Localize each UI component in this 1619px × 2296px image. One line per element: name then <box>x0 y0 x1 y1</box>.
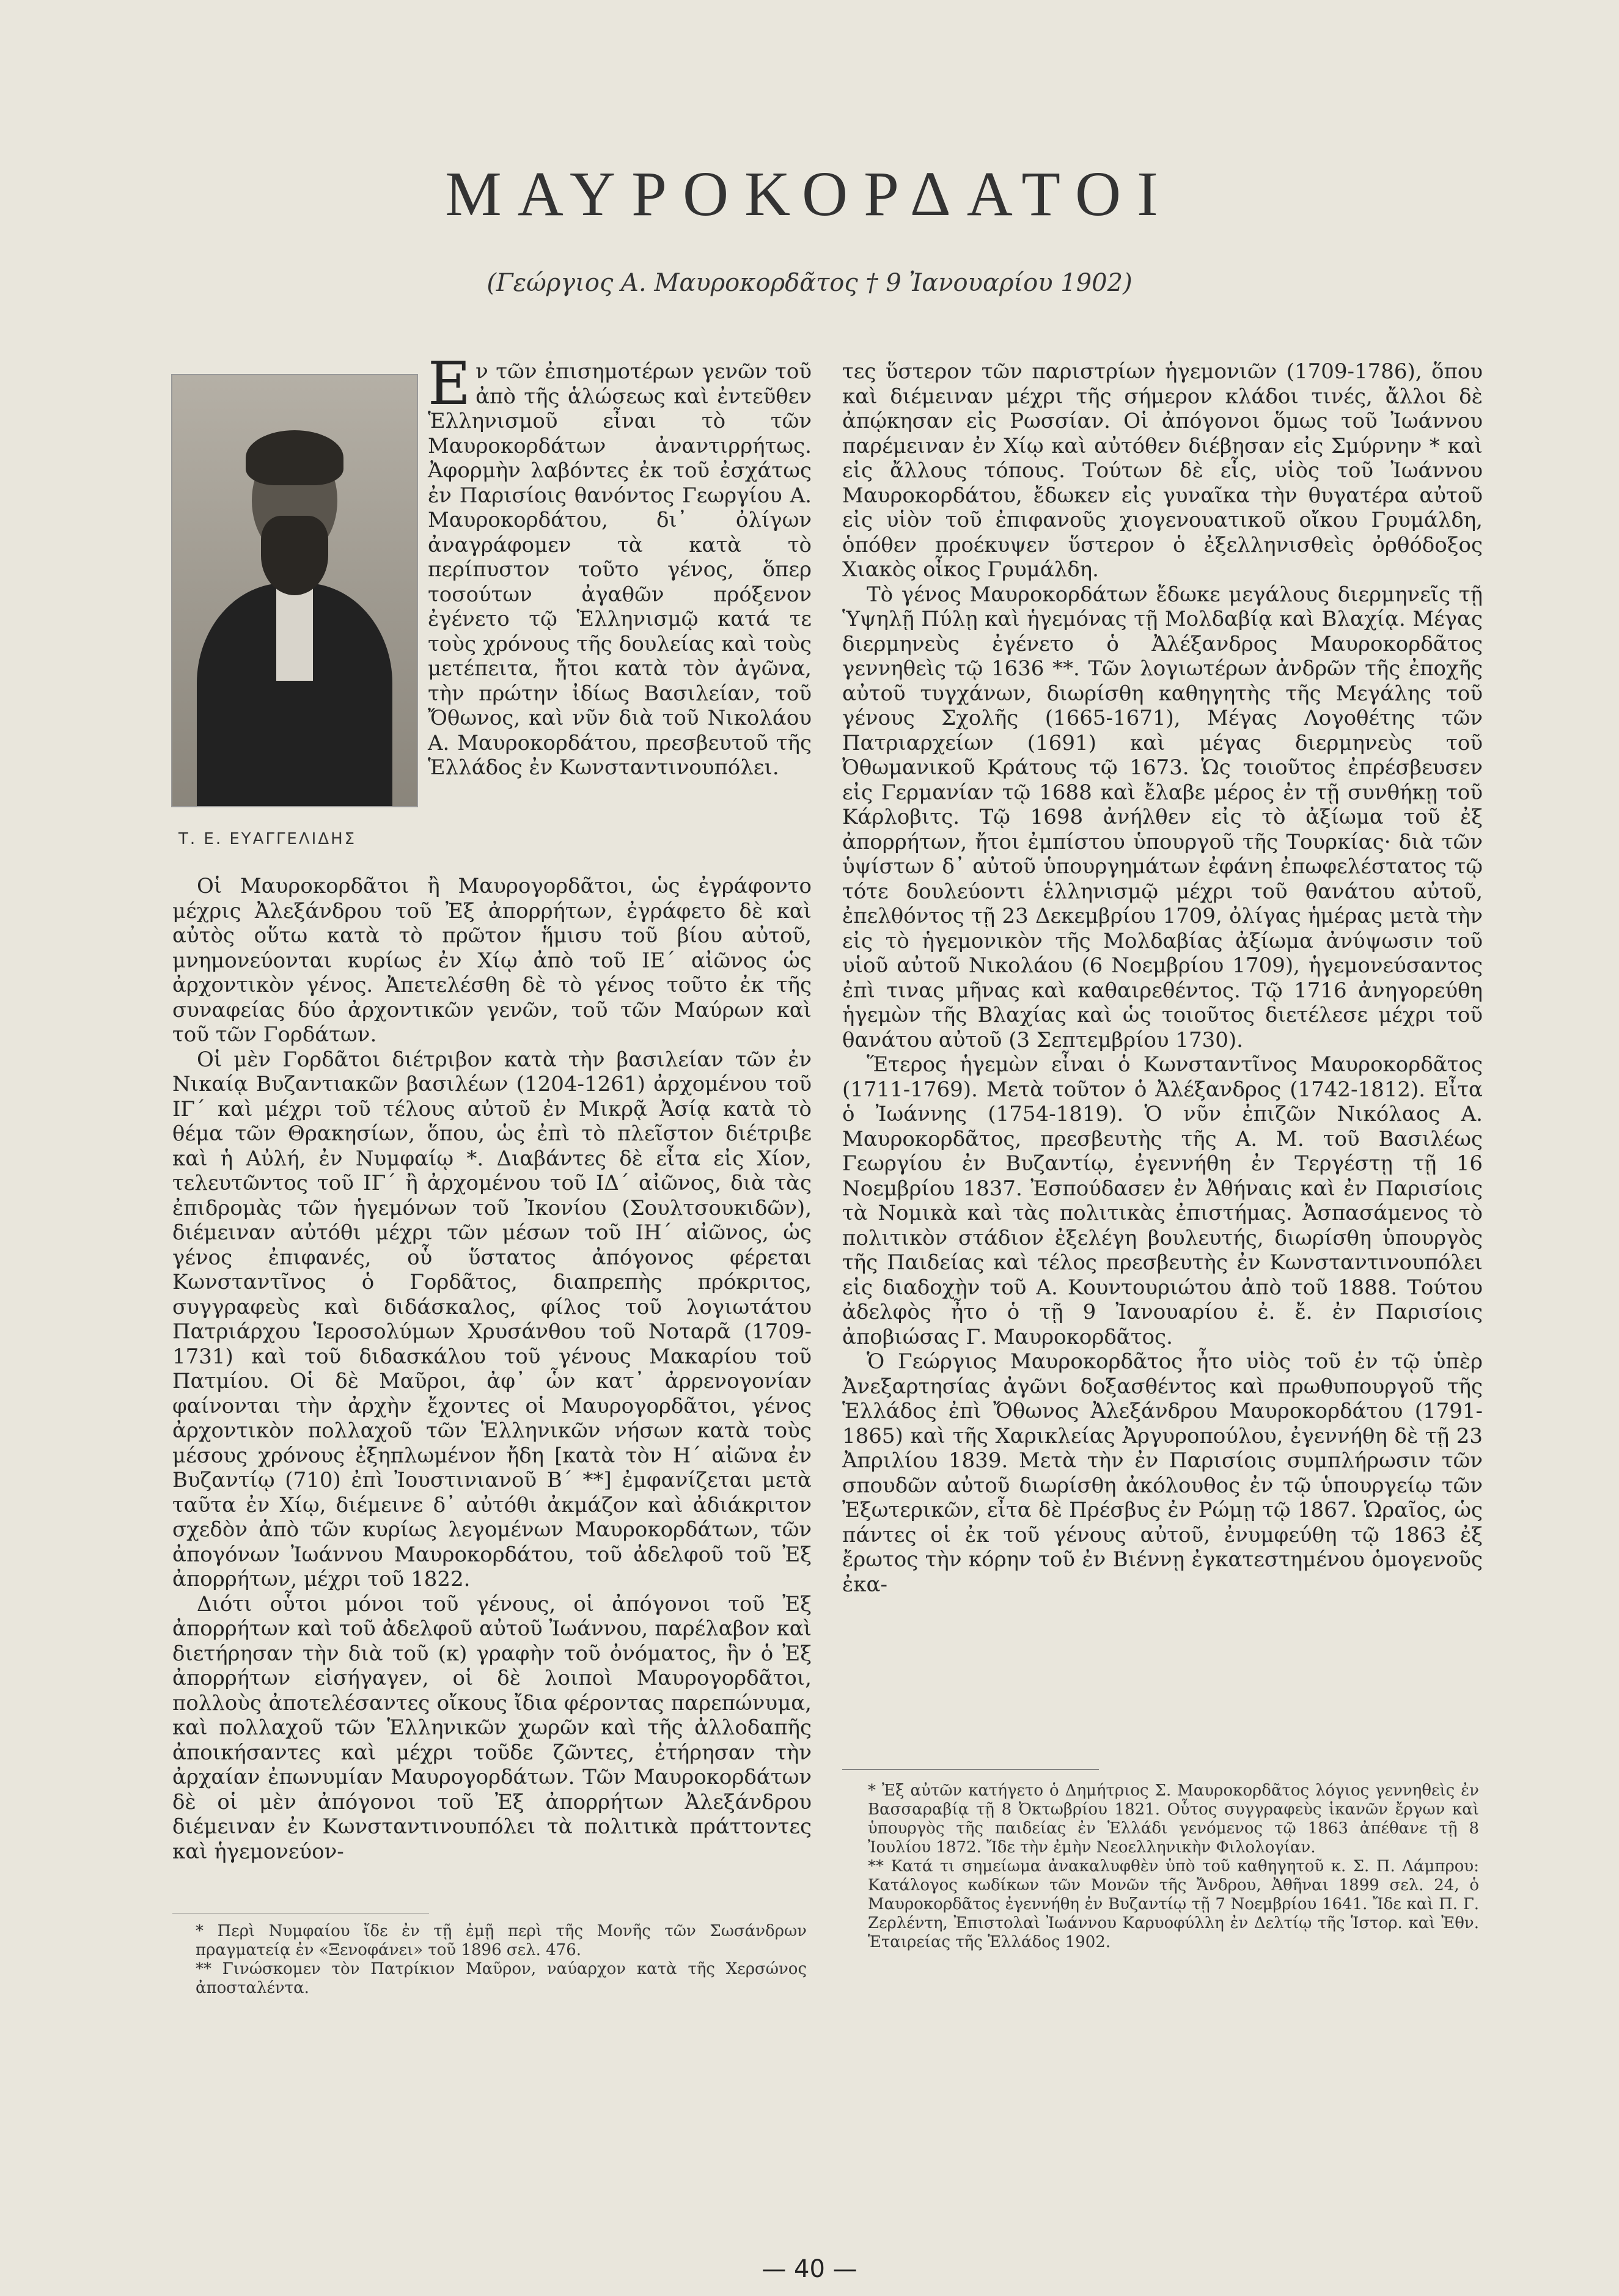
right-paragraph-3: Ἕτερος ἡγεμὼν εἶναι ὁ Κωνσταντῖνος Μαυροκορδᾶτος (1711-1769). Μετὰ τοῦτον ὁ Ἀλέξανδρος (1742-1812). Εἶτα ὁ Ἰωάννης (1754-1819). Ὁ νῦν ἐπιζῶν Νικόλαος Α. Μαυροκορδᾶτος, πρεσβευτὴς τῆς Α. Μ. τοῦ Βασιλέως Γεωργίου ἐν Βυζαντίῳ, ἐγεννήθη ἐν Τεργέστῃ τῇ 16 Νοεμβρίου 1837. Ἐσπούδασεν ἐν Ἀθήναις καὶ ἐν Παρισίοις τὰ Νομικὰ καὶ τὰς πολιτικὰς ἐπιστήμας. Ἀσπασάμενος τὸ πολιτικὸν στάδιον ἐξελέγη βουλευτής, διωρίσθη ὑπουργὸς τῆς Παιδείας καὶ τέλος πρεσβευτὴς ἐν Κωνσταντινουπόλει εἰς διαδοχὴν τοῦ Α. Κουντουριώτου ἀπὸ τοῦ 1888. Τούτου ἀδελφὸς ἦτο ὁ τῇ 9 Ἰανουαρίου ἐ. ἔ. ἐν Παρισίοις ἀποβιώσας Γ. Μαυροκορδᾶτος. <box>842 1052 1483 1349</box>
footnote-right-2: ** Κατά τι σημείωμα ἀνακαλυφθὲν ὑπὸ τοῦ καθηγητοῦ κ. Σ. Π. Λάμπρου: Κατάλογος κωδίκων τῶν Μονῶν τῆς Ἄνδρου, Ἀθῆναι 1899 σελ. 24, ὁ Μαυροκορδᾶτος ἐγεννήθη ἐν Βυζαντίῳ τῇ 7 Νοεμβρίου 1641. Ἴδε καὶ Π. Γ. Ζερλέντη, Ἐπιστολαὶ Ἰωάννου Καρυοφύλλη ἐν Δελτίῳ τῆς Ἱστορ. καὶ Ἐθν. Ἑταιρείας τῆς Ἑλλάδος 1902. <box>868 1857 1479 1951</box>
left-paragraph-1: Οἱ Μαυροκορδᾶτοι ἢ Μαυρογορδᾶτοι, ὡς ἐγράφοντο μέχρις Ἀλεξάνδρου τοῦ Ἐξ ἀπορρήτων, ἐγράφετο δὲ καὶ αὐτὸς οὕτω κατὰ τὸ πρῶτον ἥμισυ τοῦ βίου αὐτοῦ, μνημονεύονται κυρίως ἐν Χίῳ ἀπὸ τοῦ ΙΕ´ αἰῶνος ὡς ἀρχοντικὸν γένος. Ἀπετελέσθη δὲ τὸ γένος τοῦτο ἐκ τῆς συναφείας δύο ἀρχοντικῶν γενῶν, τοῦ τῶν Μαύρων καὶ τοῦ τῶν Γορδάτων. <box>172 874 812 1047</box>
intro-paragraph <box>428 350 812 780</box>
footnote-left-2: ** Γινώσκομεν τὸν Πατρίκιον Μαῦρον, ναύαρχον κατὰ τῆς Χερσώνος ἀποσταλέντα. <box>196 1960 807 1997</box>
footnote-divider-right <box>842 1769 1099 1770</box>
intro-text: ν τῶν ἐπισημοτέρων γενῶν τοῦ ἀπὸ τῆς ἁλώσεως καὶ ἐντεῦθεν Ἑλληνισμοῦ εἶναι τὸ τῶν Μαυροκορδάτων ἀναντιρρήτως. Ἀφορμὴν λαβόντες ἐκ τοῦ ἐσχάτως ἐν Παρισίοις θανόντος Γεωργίου Α. Μαυροκορδάτου, δι᾽ ὀλίγων ἀναγράφομεν τὰ κατὰ τὸ περίπυστον τοῦτο γένος, ὅπερ τοσούτων ἀγαθῶν πρόξενον ἐγένετο τῷ Ἑλληνισμῷ κατά τε τοὺς χρόνους τῆς δουλείας καὶ τοὺς μετέπειτα, ἤτοι κατὰ τὸν ἀγῶνα, τὴν πρώτην ἰδίως Βασιλείαν, τοῦ Ὄθωνος, καὶ νῦν διὰ τοῦ Νικολάου Α. Μαυροκορδάτου, πρεσβευτοῦ τῆς Ἑλλάδος ἐν Κωνσταντινουπόλει. <box>428 359 812 780</box>
left-column <box>172 874 812 1864</box>
footnotes-left <box>196 1922 807 1998</box>
page-subtitle: (Γεώργιος Α. Μαυροκορδᾶτος † 9 Ἰανουαρίου 1902) <box>486 269 1133 297</box>
left-paragraph-2: Οἱ μὲν Γορδᾶτοι διέτριβον κατὰ τὴν βασιλείαν τῶν ἐν Νικαίᾳ Βυζαντιακῶν βασιλέων (1204-1261) ἀρχομένου τοῦ ΙΓ´ καὶ μέχρι τοῦ τέλους αὐτοῦ ἐν Μικρᾷ Ἀσίᾳ κατὰ τὸ θέμα τῶν Θρακησίων, ὅπου, ὡς ἐπὶ τὸ πλεῖστον διέτριβε καὶ ἡ Αὐλή, ἐν Νυμφαίῳ *. Διαβάντες δὲ εἶτα εἰς Χίον, τελευτῶντος τοῦ ΙΓ´ ἢ ἀρχομένου τοῦ ΙΔ´ αἰῶνος, διὰ τὰς ἐπιδρομὰς τῶν ἡγεμόνων τοῦ Ἰκονίου (Σουλτσουκιδῶν), διέμειναν αὐτόθι μέχρι τῶν μέσων τοῦ ΙΗ´ αἰῶνος, ὡς γένος ἐπιφανές, οὗ ὕστατος ἀπόγονος φέρεται Κωνσταντῖνος ὁ Γορδᾶτος, διαπρεπὴς πρόκριτος, συγγραφεὺς καὶ διδάσκαλος, φίλος τοῦ λογιωτάτου Πατριάρχου Ἱεροσολύμων Χρυσάνθου τοῦ Νοταρᾶ (1709-1731) καὶ τοῦ διδασκάλου τοῦ γένους Μακαρίου τοῦ Πατμίου. Οἱ δὲ Μαῦροι, ἀφ᾽ ὧν κατ᾽ ἀρρενογονίαν φαίνονται τὴν ἀρχὴν ἔχοντες οἱ Μαυρογορδᾶτοι, γένος ἀρχοντικὸν πολλαχοῦ τῶν Ἑλληνικῶν νήσων κατὰ τοὺς μέσους χρόνους ἐξηπλωμένον ἤδη [κατὰ τὸν Η´ αἰῶνα ἐν Βυζαντίῳ (710) ἐπὶ Ἰουστινιανοῦ Β´ **] ἐμφανίζεται μετὰ ταῦτα ἐν Χίῳ, διέμεινε δ᾽ αὐτόθι ἀκμάζον καὶ ἀδιάκριτον σχεδὸν ἀπὸ τῶν κυρίως λεγομένων Μαυροκορδάτων, τῶν ἀπογόνων Ἰωάννου Μαυροκορδάτου, τοῦ ἀδελφοῦ τοῦ Ἐξ ἀπορρήτων, μέχρι τοῦ 1822. <box>172 1047 812 1591</box>
footnote-left-1: * Περὶ Νυμφαίου ἴδε ἐν τῇ ἐμῇ περὶ τῆς Μονῆς τῶν Σωσάνδρων πραγματείᾳ ἐν «Ξενοφάνει» τοῦ 1896 σελ. 476. <box>196 1922 807 1959</box>
drop-cap: Ε <box>428 350 471 418</box>
portrait-shirt-shape <box>276 583 313 681</box>
right-column <box>842 359 1483 1597</box>
footnote-right-1: * Ἐξ αὐτῶν κατήγετο ὁ Δημήτριος Σ. Μαυροκορδᾶτος λόγιος γεννηθεὶς ἐν Βασσαραβίᾳ τῇ 8 Ὀκτωβρίου 1821. Οὗτος συγγραφεὺς ἱκανῶν ἔργων καὶ ὑπουργὸς τῆς παιδείας ἐν Ἑλλάδι γενόμενος τῷ 1863 ἀπέθανε τῇ 8 Ἰουλίου 1872. Ἴδε τὴν ἐμὴν Νεοελληνικὴν Φιλολογίαν. <box>868 1781 1479 1857</box>
portrait-hair-shape <box>246 430 343 485</box>
right-paragraph-1: τες ὕστερον τῶν παριστρίων ἡγεμονιῶν (1709-1786), ὅπου καὶ διέμειναν μέχρι τῆς σήμερον κλάδοι τινές, ἄλλοι δὲ ἀπῴκησαν εἰς Ρωσσίαν. Οἱ ἀπόγονοι ὅμως τοῦ Ἰωάννου παρέμειναν ἐν Χίῳ καὶ αὐτόθεν διέβησαν εἰς Σμύρνην * καὶ εἰς ἄλλους τόπους. Τούτων δὲ εἷς, υἱὸς τοῦ Ἰωάννου Μαυροκορδάτου, ἔδωκεν εἰς γυναῖκα τὴν θυγατέρα αὐτοῦ εἰς υἱὸν τοῦ ἐπιφανοῦς χιογενουατικοῦ οἴκου Γρυμάλδη, ὁπόθεν προέκυψεν ὕστερον ὁ ἐξελληνισθεὶς ὀρθόδοξος Χιακὸς οἶκος Γρυμάλδη. <box>842 359 1483 582</box>
left-paragraph-3: Διότι οὗτοι μόνοι τοῦ γένους, οἱ ἀπόγονοι τοῦ Ἐξ ἀπορρήτων καὶ τοῦ ἀδελφοῦ αὐτοῦ Ἰωάννου, παρέλαβον καὶ διετήρησαν τὴν διὰ τοῦ (κ) γραφὴν τοῦ ὀνόματος, ἣν ὁ Ἐξ ἀπορρήτων εἰσήγαγεν, οἱ δὲ λοιποὶ Μαυρογορδᾶτοι, πολλοὺς ἀποτελέσαντες οἴκους ἴδια φέροντας παρεπώνυμα, καὶ πολλαχοῦ τῶν Ἑλληνικῶν χωρῶν καὶ τῆς ἀλλοδαπῆς ἀποικήσαντες καὶ μέχρι τοῦδε ζῶντες, ἐτήρησαν τὴν ἀρχαίαν ἐπωνυμίαν Μαυρογορδάτων. Τῶν Μαυροκορδάτων δὲ οἱ μὲν ἀπόγονοι τοῦ Ἐξ ἀπορρήτων Ἀλεξάνδρου διέμειναν ἐν Κωνσταντινουπόλει τὰ πολιτικὰ πράττοντες καὶ ἡγεμονεύον- <box>172 1591 812 1864</box>
footnotes-right <box>868 1781 1479 1952</box>
page-number: — 40 — <box>762 2255 857 2283</box>
photo-credit: Τ. Ε. ΕΥΑΓΓΕΛΙΔΗΣ <box>178 830 357 848</box>
right-paragraph-2: Τὸ γένος Μαυροκορδάτων ἔδωκε μεγάλους διερμηνεῖς τῇ Ὑψηλῇ Πύλῃ καὶ ἡγεμόνας τῇ Μολδαβίᾳ καὶ Βλαχίᾳ. Μέγας διερμηνεὺς ἐγένετο ὁ Ἀλέξανδρος Μαυροκορδᾶτος γεννηθεὶς τῷ 1636 **. Τῶν λογιωτέρων ἀνδρῶν τῆς ἐποχῆς αὐτοῦ τυγχάνων, διωρίσθη καθηγητὴς τῆς Μεγάλης τοῦ γένους Σχολῆς (1665-1671), Μέγας Λογοθέτης τῶν Πατριαρχείων (1691) καὶ μέγας διερμηνεὺς τοῦ Ὀθωμανικοῦ Κράτους τῷ 1673. Ὡς τοιοῦτος ἐπρέσβευσεν εἰς Γερμανίαν τῷ 1688 καὶ ἔλαβε μέρος ἐν τῇ συνθήκῃ τοῦ Κάρλοβιτς. Τῷ 1698 ἀνήλθεν εἰς τὸ ἀξίωμα τοῦ ἐξ ἀπορρήτων, ἤτοι ἐμπίστου ὑπουργοῦ τῆς Τουρκίας· διὰ τῶν ὑψίστων δ᾽ αὐτοῦ ὑπουργημάτων ἐφάνη ἐπωφελέστατος τῷ τότε δουλεύοντι ἑλληνισμῷ μέχρι τοῦ θανάτου αὐτοῦ, ἐπελθόντος τῇ 23 Δεκεμβρίου 1709, ὀλίγας ἡμέρας μετὰ τὴν εἰς τὸ ἡγεμονικὸν τῆς Μολδαβίας ἀξίωμα ἀνύψωσιν τοῦ υἱοῦ αὐτοῦ Νικολάου (6 Νοεμβρίου 1709), ἡγεμονεύσαντος ἐπὶ τινας μῆνας καὶ καθαιρεθέντος. Τῷ 1716 ἀνηγορεύθη ἡγεμὼν τῆς Βλαχίας καὶ ὡς τοιοῦτος διετέλεσε μέχρι τοῦ θανάτου αὐτοῦ (3 Σεπτεμβρίου 1730). <box>842 582 1483 1052</box>
portrait-beard-shape <box>261 516 328 595</box>
right-paragraph-4: Ὁ Γεώργιος Μαυροκορδᾶτος ἦτο υἱὸς τοῦ ἐν τῷ ὑπὲρ Ἀνεξαρτησίας ἀγῶνι δοξασθέντος καὶ πρωθυπουργοῦ τῆς Ἑλλάδος ἐπὶ Ὄθωνος Ἀλεξάνδρου Μαυροκορδάτου (1791-1865) καὶ τῆς Χαρικλείας Ἀργυροπούλου, ἐγεννήθη δὲ τῇ 23 Ἀπριλίου 1839. Μετὰ τὴν ἐν Παρισίοις συμπλήρωσιν τῶν σπουδῶν αὐτοῦ διωρίσθη ἀκόλουθος ἐν τῷ ὑπουργείῳ τῶν Ἐξωτερικῶν, εἶτα δὲ Πρέσβυς ἐν Ρώμῃ τῷ 1867. Ὡραῖος, ὡς πάντες οἱ ἐκ τοῦ γένους αὐτοῦ, ἐνυμφεύθη τῷ 1863 ἐξ ἔρωτος τὴν κόρην τοῦ ἐν Βιέννῃ ἐγκατεστημένου ὁμογενοῦς ἐκα- <box>842 1349 1483 1597</box>
page-title: ΜΑΥΡΟΚΟΡΔΑΤΟΙ <box>445 159 1174 229</box>
portrait-photo <box>171 374 418 807</box>
